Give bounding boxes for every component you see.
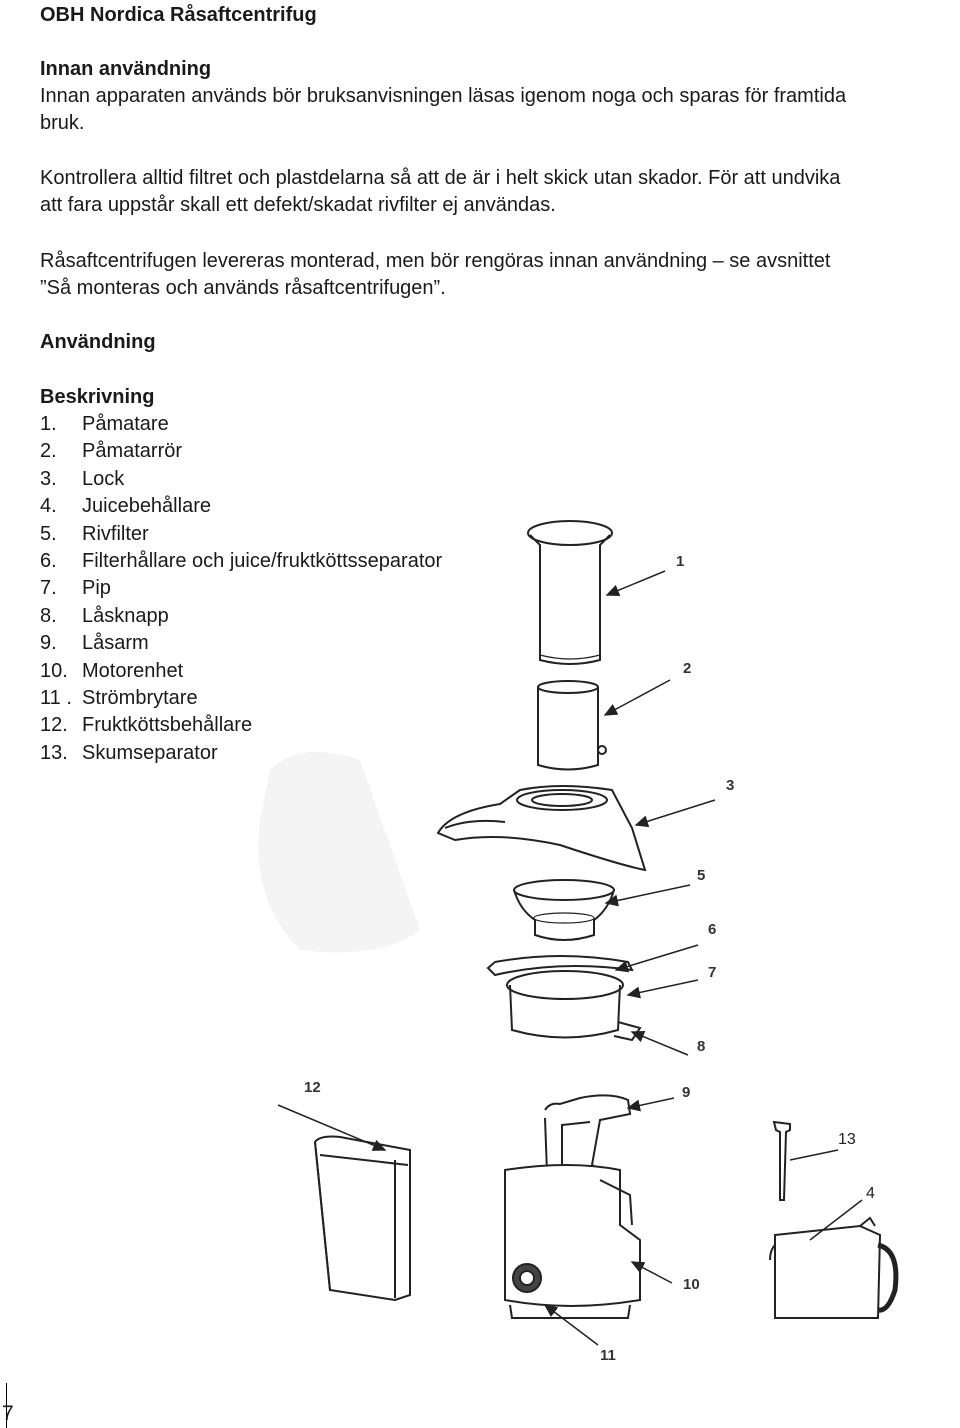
list-item-label: Motorenhet (82, 659, 184, 682)
list-item-number: 6. (40, 549, 57, 572)
paragraph-3-line-1: Råsaftcentrifugen levereras monterad, men bör rengöras innan användning – se avsnittet (40, 250, 831, 272)
part-lid (438, 786, 645, 870)
list-item-label: Juicebehållare (82, 495, 211, 518)
callout-6: 6 (708, 921, 717, 938)
leader-line-8 (632, 1032, 688, 1055)
section-heading-description: Beskrivning (40, 386, 155, 408)
leader-line-3 (636, 800, 715, 825)
paragraph-2-line-1: Kontrollera alltid filtret och plastdelarna så att de är i helt skick utan skador. För att undvika (40, 167, 841, 189)
list-item-label: Skumseparator (82, 741, 218, 764)
callout-1: 1 (676, 553, 685, 570)
paragraph-1-line-2: bruk. (40, 112, 85, 134)
callout-13: 13 (838, 1131, 856, 1148)
leader-line-9 (628, 1098, 674, 1108)
callout-11: 11 (600, 1347, 616, 1364)
paragraph-1-line-1: Innan apparaten används bör bruksanvisningen läsas igenom noga och sparas för framtida (40, 85, 847, 107)
list-item-number: 4. (40, 495, 57, 518)
part-pulp-container (315, 1137, 410, 1300)
part-motor-base (505, 1095, 640, 1318)
list-item-number: 1. (40, 413, 57, 435)
list-item-number: 3. (40, 467, 57, 490)
list-item-number: 9. (40, 632, 57, 655)
list-item-number: 7. (40, 577, 57, 600)
leader-line-2 (605, 680, 670, 715)
ghost-shape (258, 752, 420, 953)
leader-line-13 (790, 1150, 838, 1160)
callout-9: 9 (682, 1084, 691, 1101)
section-heading-before-use: Innan användning (40, 58, 212, 80)
part-feeder-tube (538, 681, 606, 770)
paragraph-2-line-2: att fara uppstår skall ett defekt/skadat rivfilter ej användas. (40, 194, 556, 216)
leader-line-5 (606, 885, 690, 903)
list-item-label: Pip (82, 577, 111, 600)
list-item-number: 10. (40, 659, 68, 682)
callout-5: 5 (697, 867, 706, 884)
callout-12: 12 (304, 1079, 321, 1096)
part-foam-separator (774, 1122, 790, 1200)
list-item-label: Lock (82, 467, 125, 490)
document-title: OBH Nordica Råsaftcentrifug (40, 4, 317, 26)
callout-8: 8 (697, 1038, 706, 1055)
part-filter-holder (488, 956, 640, 1040)
part-juice-jug (770, 1218, 896, 1318)
part-feeder-pusher (528, 521, 612, 664)
callout-10: 10 (683, 1276, 700, 1293)
list-item-label: Rivfilter (82, 522, 149, 545)
callout-2: 2 (683, 660, 692, 677)
leader-line-1 (607, 571, 665, 595)
list-item-number: 13. (40, 741, 68, 764)
list-item-label: Strömbrytare (82, 686, 198, 709)
list-item-label: Låsarm (82, 632, 149, 655)
list-item-number: 5. (40, 522, 57, 545)
list-item-number: 12. (40, 714, 68, 737)
list-item-label: Påmatarrör (82, 440, 183, 463)
callout-3: 3 (726, 777, 735, 794)
list-item-label: Påmatare (82, 413, 169, 435)
list-item-label: Fruktköttsbehållare (82, 714, 253, 737)
leader-line-7 (628, 980, 698, 995)
list-item-label: Filterhållare och juice/fruktköttsseparator (82, 549, 443, 572)
section-heading-usage: Användning (40, 331, 156, 353)
list-item-number: 11 . (40, 686, 72, 709)
callout-7: 7 (708, 964, 717, 981)
leader-line-11 (545, 1305, 598, 1345)
callout-4: 4 (866, 1185, 875, 1202)
list-item-label: Låsknapp (82, 604, 169, 627)
paragraph-3-line-2: ”Så monteras och används råsaftcentrifugen”. (40, 277, 446, 299)
page-number: 7 (2, 1402, 14, 1425)
list-item-number: 8. (40, 604, 57, 627)
part-grater-filter (514, 880, 614, 940)
leader-line-6 (616, 945, 698, 970)
list-item-number: 2. (40, 440, 57, 463)
